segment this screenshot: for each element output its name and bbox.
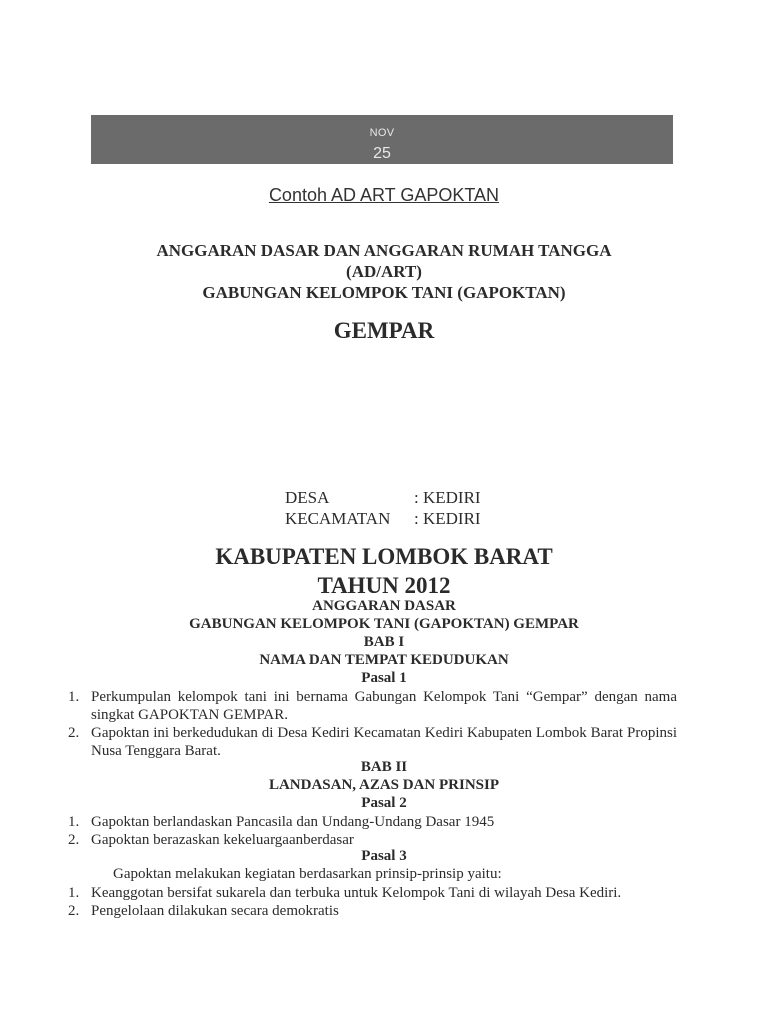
date-month: NOV <box>369 127 395 139</box>
pasal3-list <box>65 884 677 920</box>
location-label-desa: DESA <box>285 488 330 507</box>
list-item <box>65 831 677 849</box>
list-item-text: Gapoktan berazaskan kekeluargaanberdasar <box>91 832 354 848</box>
location-value-kecamatan: : KEDIRI <box>414 509 481 528</box>
list-number: 2. <box>68 725 80 741</box>
post-title-link[interactable]: Contoh AD ART GAPOKTAN <box>268 185 500 205</box>
bab1-title: BAB I <box>363 634 405 650</box>
list-item <box>65 688 677 724</box>
list-item-text: Keanggotan bersifat sukarela dan terbuka untuk Kelompok Tani di wilayah Desa Kediri. <box>91 885 622 901</box>
cover-title-line: GABUNGAN KELOMPOK TANI (GAPOKTAN) <box>202 283 566 302</box>
list-number: 2. <box>68 903 80 919</box>
list-item-text: Gapoktan berlandaskan Pancasila dan Undang-Undang Dasar 1945 <box>91 814 495 830</box>
group-name: GEMPAR <box>333 318 435 343</box>
location-label-kecamatan: KECAMATAN <box>285 509 391 528</box>
list-item-text: Pengelolaan dilakukan secara demokratis <box>91 903 339 919</box>
list-item <box>65 813 677 831</box>
bab1-subtitle: NAMA DAN TEMPAT KEDUDUKAN <box>259 652 509 668</box>
list-item <box>65 884 677 902</box>
list-item-text: Gapoktan ini berkedudukan di Desa Kediri Kecamatan Kediri Kabupaten Lombok Barat Propinsi Nusa Tenggara Barat. <box>91 725 677 759</box>
pasal3-intro: Gapoktan melakukan kegiatan berdasarkan prinsip-prinsip yaitu: <box>113 866 502 882</box>
list-number: 1. <box>68 814 80 830</box>
ad-subheading: GABUNGAN KELOMPOK TANI (GAPOKTAN) GEMPAR <box>189 616 579 632</box>
list-item <box>65 902 677 920</box>
date-day: 25 <box>373 145 391 162</box>
pasal2-list <box>65 813 677 849</box>
ad-heading: ANGGARAN DASAR <box>312 598 456 614</box>
year-title: TAHUN 2012 <box>317 573 451 598</box>
bab2-title: BAB II <box>360 759 408 775</box>
cover-title-line: ANGGARAN DASAR DAN ANGGARAN RUMAH TANGGA <box>156 241 612 260</box>
pasal3-title: Pasal 3 <box>361 848 407 864</box>
cover-title <box>0 240 768 303</box>
cover-title-line: (AD/ART) <box>346 262 422 281</box>
list-number: 1. <box>68 689 80 705</box>
pasal1-title: Pasal 1 <box>361 670 407 686</box>
location-value-desa: : KEDIRI <box>414 488 481 507</box>
list-number: 2. <box>68 832 80 848</box>
region-title: KABUPATEN LOMBOK BARAT <box>215 544 553 569</box>
post-date-badge <box>91 115 673 164</box>
list-item <box>65 724 677 760</box>
list-number: 1. <box>68 885 80 901</box>
pasal2-title: Pasal 2 <box>361 795 407 811</box>
pasal1-list <box>65 688 677 760</box>
list-item-text: Perkumpulan kelompok tani ini bernama Gabungan Kelompok Tani “Gempar” dengan nama singkat GAPOKTAN GEMPAR. <box>91 689 677 723</box>
bab2-subtitle: LANDASAN, AZAS DAN PRINSIP <box>268 777 500 793</box>
